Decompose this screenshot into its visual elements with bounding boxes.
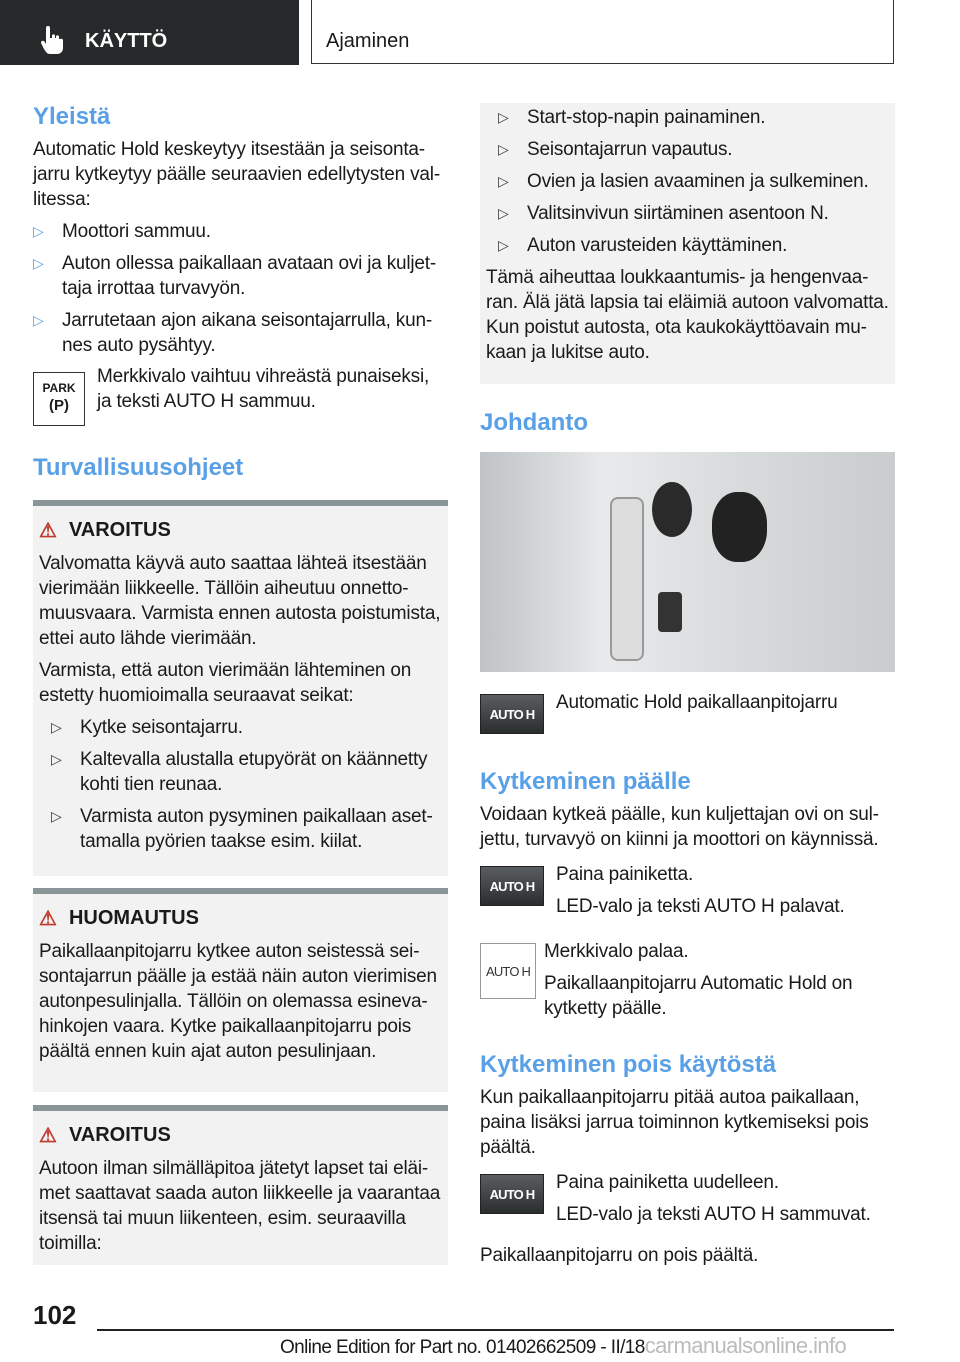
- list-item: ▷ Jarrutetaan ajon aikana seisontajarrulla, kunnes auto pysähtyy.: [33, 308, 448, 358]
- auto-h-label: AUTO H: [489, 706, 535, 722]
- park-icon-symbol: (P): [49, 397, 69, 414]
- list-item: ▷ Ovien ja lasien avaaminen ja sulkeminen.: [498, 169, 889, 194]
- heading-yleista: Yleistä: [33, 103, 111, 130]
- hand-pointer-icon: [40, 26, 66, 59]
- auto-h-label: AUTO H: [489, 878, 535, 894]
- indicator-text: Merkkivalo palaa.: [544, 941, 689, 962]
- park-brake-icon: [33, 372, 85, 426]
- heading-kytkeminen-paalle: Kytkeminen päälle: [480, 768, 691, 795]
- chapter-title: Ajaminen: [326, 30, 410, 52]
- warning-triangle-icon: ⚠: [39, 520, 57, 542]
- image-caption: Automatic Hold paikallaanpitojarru: [556, 692, 838, 713]
- warning-title: VAROITUS: [68, 1124, 171, 1146]
- edition-text: Online Edition for Part no. 01402662509 - II/18: [280, 1337, 645, 1358]
- list-item: ▷ Auton varusteiden käyttäminen.: [498, 233, 889, 258]
- step-text: Paina painiketta uudelleen.: [556, 1172, 779, 1193]
- footer-rule: [97, 1329, 894, 1331]
- notice-text: Paikallaanpitojarru kytkee auton seistessä seisontajarrun päälle ja estää näin auton vierimisen autonpesulinjalla. Tällöin on olemassa esinevahinkojen vaara. Kytke paikallaanpitojarru pois päältä ennen kuin ajat auton pesulinjaan.: [39, 941, 437, 1062]
- list-item: ▷ Kytke seisontajarru.: [51, 715, 442, 740]
- warning-triangle-icon: ⚠: [39, 908, 57, 930]
- step-result: LED-valo ja teksti AUTO H sammuvat.: [556, 1204, 871, 1225]
- heading-johdanto: Johdanto: [480, 409, 588, 436]
- warning-text: Valvomatta käyvä auto saattaa lähteä itsestään vierimään liikkeelle. Tällöin aiheutuu onnettomuusvaara. Varmista ennen autosta poistumista, ettei auto lähde vierimään.: [39, 553, 441, 649]
- warning-triangle-icon: ⚠: [39, 1125, 57, 1147]
- park-icon-text: PARK: [42, 381, 76, 395]
- auto-h-button-icon: [480, 694, 544, 734]
- warning-text: Varmista, että auton vierimään lähteminen on estetty huomioimalla seuraavat seikat:: [39, 660, 412, 706]
- auto-h-label: AUTO H: [485, 963, 531, 979]
- list-item: ▷ Auton ollessa paikallaan avataan ovi ja kuljettaja irrottaa turvavyön.: [33, 251, 448, 301]
- warning-box-2: [33, 1105, 448, 1265]
- auto-h-indicator-icon: [480, 943, 536, 999]
- body-text: Kun paikallaanpitojarru pitää autoa paikallaan, paina lisäksi jarrua toiminnon kytkemiseksi pois päältä.: [480, 1087, 869, 1158]
- step-result: LED-valo ja teksti AUTO H palavat.: [556, 896, 845, 917]
- heading-turvallisuusohjeet: Turvallisuusohjeet: [33, 454, 244, 481]
- auto-h-button-icon: [480, 1174, 544, 1214]
- indicator-text: Paikallaanpitojarru Automatic Hold on kytketty päälle.: [544, 973, 853, 1019]
- list-item: ▷ Valitsinvivun siirtäminen asentoon N.: [498, 201, 889, 226]
- center-console-image: [480, 452, 895, 672]
- warning-box-1: [33, 500, 448, 876]
- notice-box: [33, 888, 448, 1092]
- section-header: [0, 0, 299, 65]
- park-text: Merkkivalo vaihtuu vihreästä punaiseksi, ja teksti AUTO H sammuu.: [97, 366, 430, 412]
- warning-title: VAROITUS: [68, 519, 171, 541]
- list-item: ▷ Moottori sammuu.: [33, 219, 448, 244]
- list-item: ▷ Seisontajarrun vapautus.: [498, 137, 889, 162]
- list-item: ▷ Kaltevalla alustalla etupyörät on käännetty kohti tien reunaa.: [51, 747, 442, 797]
- warning-text: Autoon ilman silmälläpitoa jätetyt lapset tai eläimet saattavat saada auton liikkeelle ja vaarantaa itsensä tai muun liikenteen, esim. seuraavilla toimilla:: [39, 1158, 441, 1254]
- watermark: carmanualsonline.info: [644, 1333, 847, 1358]
- warning-text: Tämä aiheuttaa loukkaantumis- ja hengenvaaran. Älä jätä lapsia tai eläimiä autoon valvomatta. Kun poistut autosta, ota kaukokäyttöavain mukaan ja lukitse auto.: [486, 267, 889, 363]
- body-text: Paikallaanpitojarru on pois päältä.: [480, 1245, 759, 1266]
- warning-box-2-continued: [480, 103, 895, 384]
- body-text: Voidaan kytkeä päälle, kun kuljettajan ovi on suljettu, turvavyö on kiinni ja moottori on käynnissä.: [480, 804, 879, 850]
- heading-kytkeminen-pois: Kytkeminen pois käytöstä: [480, 1051, 777, 1078]
- auto-h-label: AUTO H: [489, 1186, 535, 1202]
- intro-text: Automatic Hold keskeytyy itsestään ja seisontajarru kytkeytyy päälle seuraavien edellytysten vallitessa:: [33, 139, 441, 210]
- chapter-header: [311, 0, 894, 64]
- auto-h-button-icon: [480, 866, 544, 906]
- notice-title: HUOMAUTUS: [68, 907, 199, 929]
- section-title: KÄYTTÖ: [85, 30, 168, 52]
- page-number: 102: [33, 1300, 77, 1330]
- list-item: ▷ Start-stop-napin painaminen.: [498, 105, 889, 130]
- step-text: Paina painiketta.: [556, 864, 694, 885]
- list-item: ▷ Varmista auton pysyminen paikallaan asettamalla pyörien taakse esim. kiilat.: [51, 804, 442, 854]
- left-column: [33, 103, 448, 482]
